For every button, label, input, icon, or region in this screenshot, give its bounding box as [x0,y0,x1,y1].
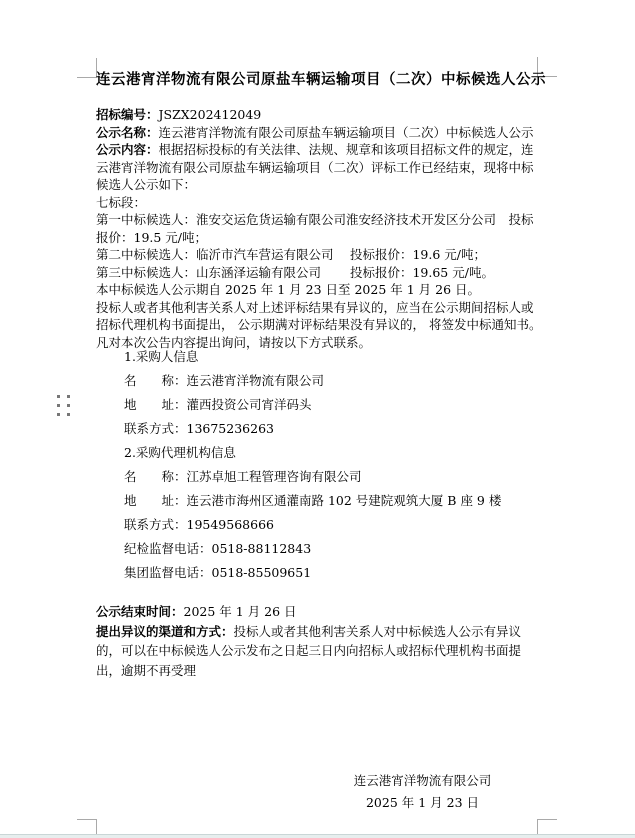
contact-line: 联系方式：19549568666 [124,517,274,532]
contact-line: 联系方式：13675236263 [124,421,274,436]
text-line: 投标人或者其他利害关系人对上述评标结果有异议的，应当在公示期间招标人或 [96,299,534,315]
footer-date: 2025 年 1 月 23 日 [365,794,480,810]
closing-block [96,602,546,680]
text-line: 候选人公示如下： [96,177,197,192]
text-line: 第二中标候选人：临沂市汽车营运有限公司 投标报价：19.6 元/吨； [96,247,486,262]
signature-block [300,770,545,813]
body-block [96,106,546,351]
closing-line: 公示结束时间：2025 年 1 月 26 日 [96,604,297,619]
text-line: 七标段： [96,194,147,210]
contact-line: 名 称：江苏卓旭工程管理咨询有限公司 [124,469,362,484]
text-line: 第三中标候选人：山东涵泽运输有限公司 投标报价：19.65 元/吨。 [96,264,494,280]
contact-line: 2.采购代理机构信息 [124,445,236,460]
text-line: 报价：19.5 元/吨； [96,229,208,245]
contact-line: 纪检监督电话：0518-88112843 [124,541,312,556]
contact-line: 集团监督电话：0518-85509651 [124,565,312,580]
object-anchor-handle-icon [57,395,70,416]
text-line: 云港宵洋物流有限公司原盐车辆运输项目（二次）评标工作已经结束，现将中标 [96,159,534,175]
text-line: 本中标候选人公示期自 2025 年 1 月 23 日至 2025 年 1 月 26 日。 [96,282,481,297]
page-bottom-edge [0,834,635,838]
contact-block [124,345,554,585]
text-line: 凡对本次公告内容提出询问，请按以下方式联系。 [96,334,372,350]
text-line: 第一中标候选人：淮安交运危货运输有限公司淮安经济技术开发区分公司 投标 [96,212,534,227]
text-line: 招标代理机构书面提出， 公示期满对评标结果没有异议的， 将签发中标通知书。 [96,317,542,332]
contact-line: 1.采购人信息 [124,349,199,364]
contact-line: 名 称：连云港宵洋物流有限公司 [124,373,325,388]
contact-line: 地 址：灌西投资公司宵洋码头 [124,397,312,412]
closing-line: 提出异议的渠道和方式：投标人或者其他利害关系人对中标候选人公示有异议 [96,623,522,639]
text-line: 公示内容：根据招标投标的有关法律、法规、规章和该项目招标文件的规定，连 [96,142,534,157]
contact-line: 地 址：连云港市海州区通灌南路 102 号建院观筑大厦 B 座 9 楼 [124,493,502,508]
text-line: 招标编号：JSZX202412049 [96,107,262,122]
crop-mark-top-left-icon [77,58,97,78]
footer-company: 连云港宵洋物流有限公司 [353,773,492,788]
text-line: 公示名称：连云港宵洋物流有限公司原盐车辆运输项目（二次）中标候选人公示 [96,124,534,140]
closing-line: 的，可以在中标候选人公示发布之日起三日内向招标人或招标代理机构书面提 [96,643,522,658]
document-title: 连云港宵洋物流有限公司原盐车辆运输项目（二次）中标候选人公示 [96,71,546,88]
closing-line: 出，逾期不再受理 [96,662,197,678]
